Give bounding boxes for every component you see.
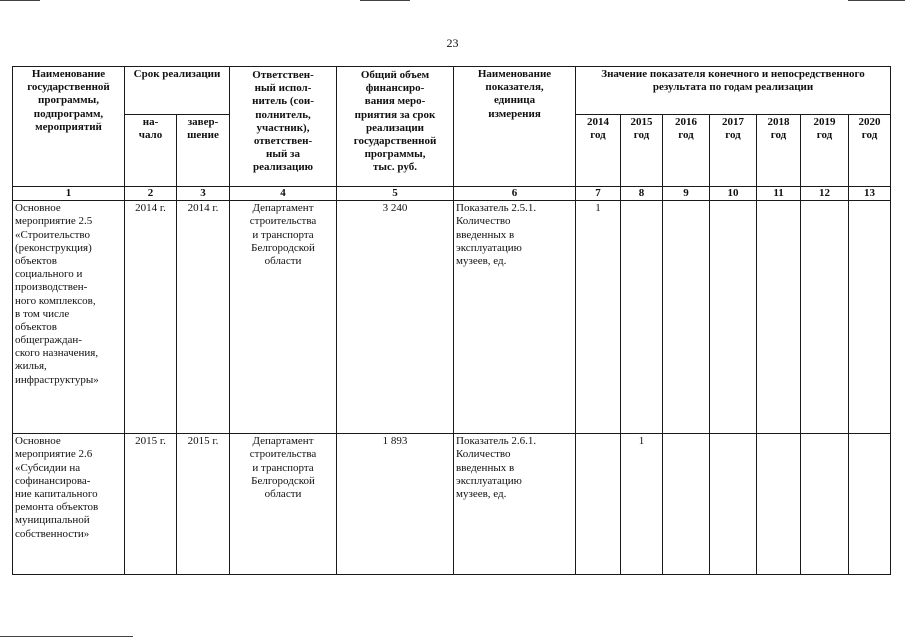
header-responsible: Ответствен- ный испол- нитель (сои- полнитель, участник), ответствен- ный за реализацию [230,67,337,187]
cell-responsible: Департамент строительства и транспорта Белгородской области [230,201,337,434]
cell-measure-name: Основное мероприятие 2.6 «Субсидии на софинансирова- ние капитального ремонта объектов муниципальной собственности» [13,434,125,575]
column-number: 10 [710,187,757,201]
cell-indicator: Показатель 2.6.1. Количество введенных в эксплуатацию музеев, ед. [454,434,576,575]
cell-value [801,434,849,575]
header-name: Наименование государственной программы, подпрограмм, мероприятий [13,67,125,187]
cell-value [849,201,891,434]
column-number: 11 [757,187,801,201]
column-number: 6 [454,187,576,201]
cell-value [710,434,757,575]
cell-start: 2015 г. [125,434,177,575]
scan-edge-line [360,0,410,1]
column-number: 8 [621,187,663,201]
column-number: 1 [13,187,125,201]
header-year: 2014 год [576,115,621,187]
header-year: 2015 год [621,115,663,187]
cell-value [757,201,801,434]
table-row [13,201,891,434]
column-number: 5 [337,187,454,201]
cell-value: 1 [621,434,663,575]
cell-value [710,201,757,434]
header-indicator: Наименование показателя, единица измерения [454,67,576,187]
cell-value [849,434,891,575]
header-year: 2016 год [663,115,710,187]
header-term-start: на- чало [125,115,177,187]
column-number: 9 [663,187,710,201]
column-number: 7 [576,187,621,201]
header-term: Срок реализации [125,67,230,115]
cell-responsible: Департамент строительства и транспорта Белгородской области [230,434,337,575]
header-funding: Общий объем финансиро- вания меро- приятия за срок реализации государственной программы, тыс. руб. [337,67,454,187]
program-table [12,66,891,575]
cell-funding: 3 240 [337,201,454,434]
column-number: 13 [849,187,891,201]
cell-value [757,434,801,575]
cell-value [621,201,663,434]
scan-edge-line [0,0,40,1]
cell-funding: 1 893 [337,434,454,575]
cell-value: 1 [576,201,621,434]
header-year: 2017 год [710,115,757,187]
cell-indicator: Показатель 2.5.1. Количество введенных в эксплуатацию музеев, ед. [454,201,576,434]
cell-value [576,434,621,575]
scan-edge-line [0,636,133,637]
column-number: 12 [801,187,849,201]
cell-value [663,201,710,434]
column-number: 2 [125,187,177,201]
page-number: 23 [446,36,459,50]
header-year: 2019 год [801,115,849,187]
cell-start: 2014 г. [125,201,177,434]
header-values-group: Значение показателя конечного и непосредственного результата по годам реализации [576,67,891,115]
header-year: 2018 год [757,115,801,187]
cell-end: 2014 г. [177,201,230,434]
cell-end: 2015 г. [177,434,230,575]
scan-edge-line [848,0,905,1]
table-row [13,434,891,575]
header-year: 2020 год [849,115,891,187]
cell-value [801,201,849,434]
column-number: 3 [177,187,230,201]
cell-measure-name: Основное мероприятие 2.5 «Строительство (реконструкция) объектов социального и производствен- ного комплексов, в том числе объектов общеграждан- ского назначения, жилья, инфраструктуры» [13,201,125,434]
header-term-end: завер- шение [177,115,230,187]
column-number: 4 [230,187,337,201]
cell-value [663,434,710,575]
